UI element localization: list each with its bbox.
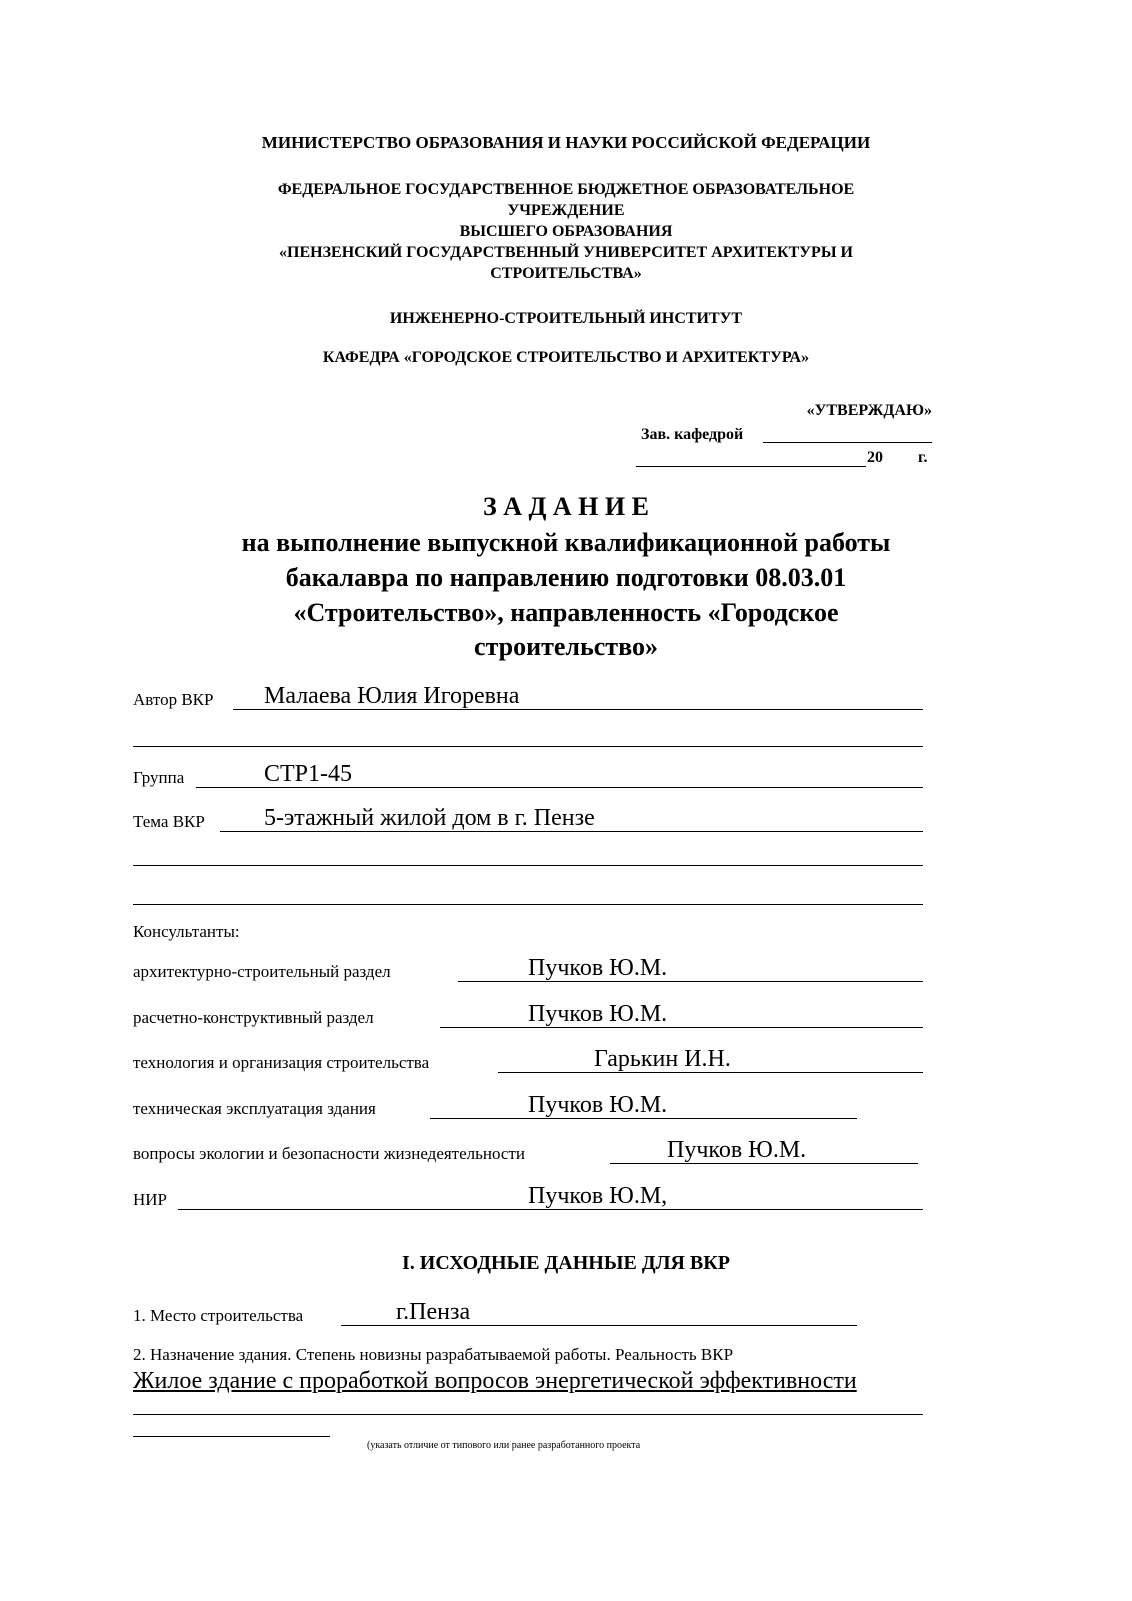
document-title: З А Д А Н И Е [483,492,649,521]
consultant-label-operation: техническая эксплуатация здания [133,1099,376,1118]
title-line-1: на выполнение выпускной квалификационной работы [241,528,891,557]
approval-year-prefix: 20 [867,449,883,466]
consultant-label-research: НИР [133,1190,168,1209]
section-1-heading: I. ИСХОДНЫЕ ДАННЫЕ ДЛЯ ВКР [401,1252,730,1274]
topic-value: 5-этажный жилой дом в г. Пензе [264,805,595,831]
title-line-3: «Строительство», направленность «Городское [293,598,839,627]
institution-line-2: УЧРЕЖДЕНИЕ [507,202,625,219]
approval-year-suffix: г. [918,449,928,466]
approval-stamp: «УТВЕРЖДАЮ» [806,402,932,419]
consultant-label-ecology: вопросы экологии и безопасности жизнедеятельности [133,1144,525,1163]
title-line-2: бакалавра по направлению подготовки 08.03.01 [285,563,847,592]
approval-date-line [636,466,866,467]
consultant-value-ecology: Пучков Ю.М. [667,1137,807,1163]
building-purpose-value: Жилое здание с проработкой вопросов энергетической эффективности [133,1368,857,1394]
purpose-line-2 [133,1414,923,1415]
topic-label: Тема ВКР [133,812,205,831]
consultant-label-structural: расчетно-конструктивный раздел [133,1008,374,1027]
consultant-line-structural [440,1027,923,1028]
consultant-value-technology: Гарькин И.Н. [594,1046,731,1072]
topic-line-2 [133,865,923,866]
group-value: СТР1-45 [264,761,353,787]
institution-line-1: ФЕДЕРАЛЬНОЕ ГОСУДАРСТВЕННОЕ БЮДЖЕТНОЕ ОБРАЗОВАТЕЛЬНОЕ [277,181,855,198]
institution-line-4: «ПЕНЗЕНСКИЙ ГОСУДАРСТВЕННЫЙ УНИВЕРСИТЕТ АРХИТЕКТУРЫ И [279,244,853,261]
purpose-line-3 [133,1436,330,1437]
institute-title: ИНЖЕНЕРНО-СТРОИТЕЛЬНЫЙ ИНСТИТУТ [389,310,743,327]
consultant-label-technology: технология и организация строительства [133,1053,430,1072]
group-label: Группа [133,768,185,787]
construction-place-value: г.Пенза [396,1299,471,1325]
consultant-value-operation: Пучков Ю.М. [528,1092,668,1118]
department-title: КАФЕДРА «ГОРОДСКОЕ СТРОИТЕЛЬСТВО И АРХИТЕКТУРА» [322,349,810,366]
building-purpose-label: 2. Назначение здания. Степень новизны разрабатываемой работы. Реальность ВКР [133,1345,734,1364]
ministry-title: МИНИСТЕРСТВО ОБРАЗОВАНИЯ И НАУКИ РОССИЙСКОЙ ФЕДЕРАЦИИ [261,133,871,152]
institution-line-5: СТРОИТЕЛЬСТВА» [490,265,642,282]
consultant-value-structural: Пучков Ю.М. [528,1001,668,1027]
construction-place-label: 1. Место строительства [133,1306,304,1325]
title-line-4: строительство» [474,632,658,661]
consultant-value-research: Пучков Ю.М, [528,1183,668,1209]
author-value: Малаева Юлия Игоревна [264,683,520,709]
head-signature-line [763,442,932,443]
author-line-2 [133,746,923,747]
consultant-value-architecture: Пучков Ю.М. [528,955,668,981]
purpose-note: (указать отличие от типового или ранее разработанного проекта [367,1440,641,1451]
consultant-label-architecture: архитектурно-строительный раздел [133,962,391,981]
topic-line-3 [133,904,923,905]
head-of-department-label: Зав. кафедрой [641,426,744,443]
author-label: Автор ВКР [133,690,214,709]
institution-line-3: ВЫСШЕГО ОБРАЗОВАНИЯ [459,223,673,240]
consultants-heading: Консультанты: [133,922,240,941]
